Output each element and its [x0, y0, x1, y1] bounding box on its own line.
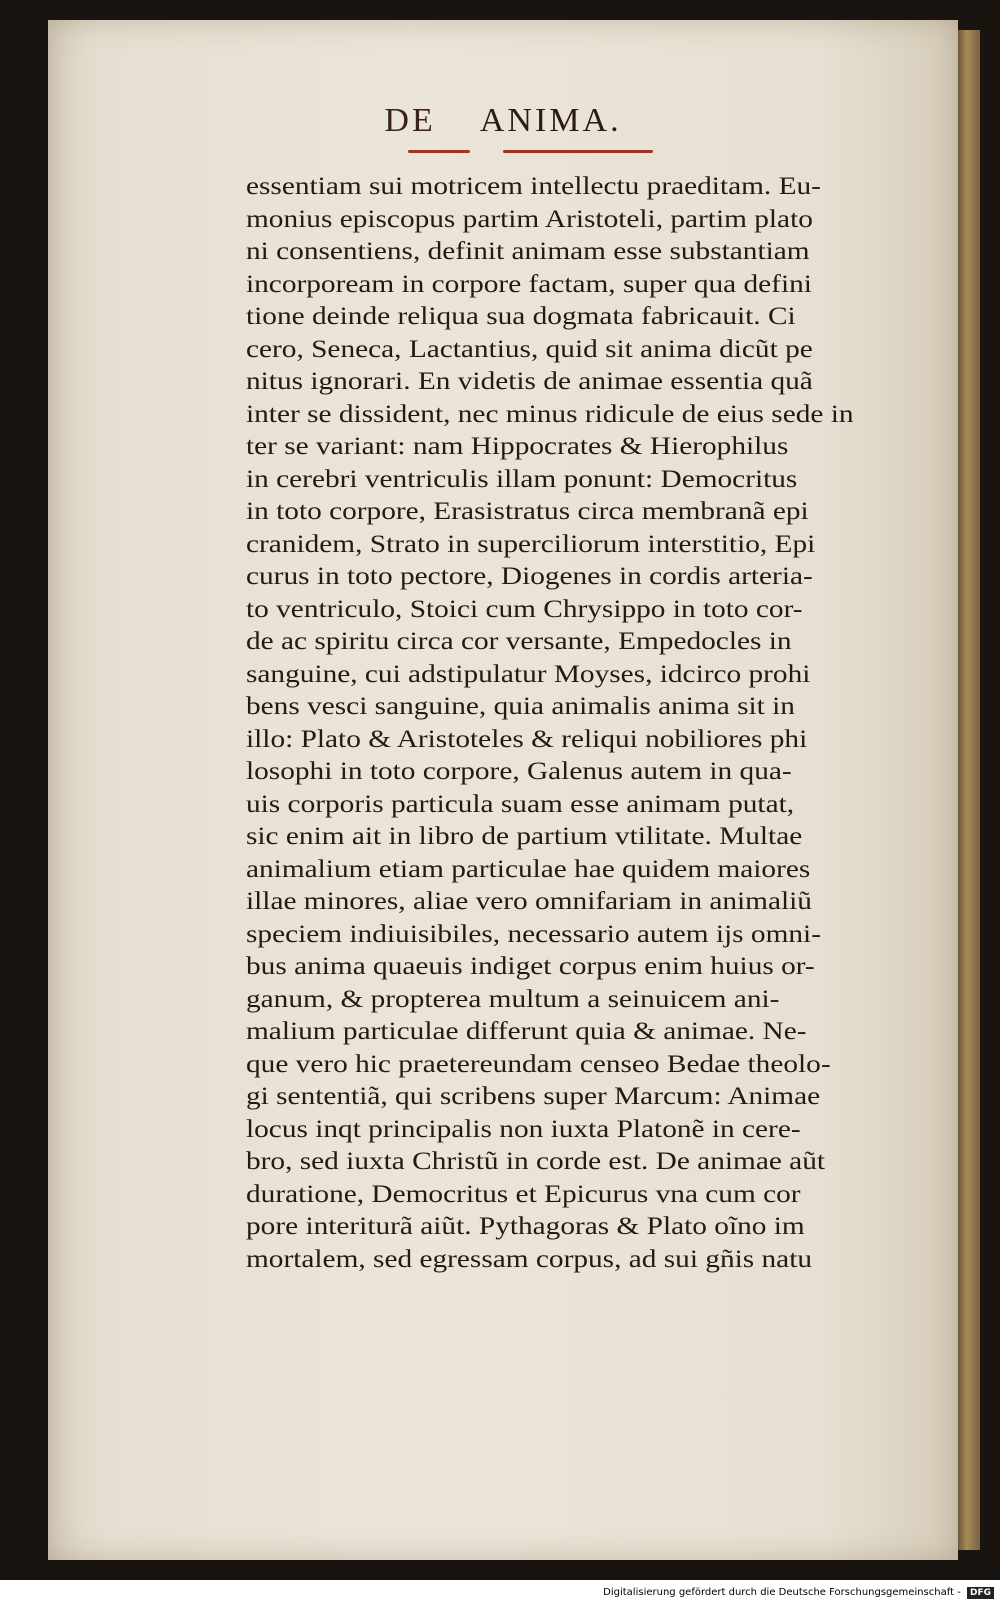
text-line: losophi in toto corpore, Galenus autem in qua-: [246, 756, 792, 785]
text-line: ganum, & propterea multum a seinuicem ani-: [246, 983, 780, 1013]
text-line: sanguine, cui adstipulatur Moyses, idcirco prohi: [246, 658, 811, 688]
text-line: speciem indiuisibiles, necessario autem ijs omni-: [246, 918, 821, 948]
text-line: bens vesci sanguine, quia animalis anima sit in: [246, 691, 795, 720]
text-line: animalium etiam particulae hae quidem maiores: [246, 853, 811, 883]
text-line: cranidem, Strato in superciliorum interstitio, Epi: [246, 528, 816, 558]
text-line: uis corporis particula suam esse animam putat,: [246, 788, 795, 818]
text-line: mortalem, sed egressam corpus, ad sui gñis natu: [246, 1243, 813, 1273]
text-line: ni consentiens, definit animam esse substantiam: [246, 236, 810, 265]
text-line: de ac spiritu circa cor versante, Empedocles in: [246, 626, 792, 655]
rubric-underline: [503, 150, 653, 153]
text-line: in toto corpore, Erasistratus circa membranã epi: [246, 496, 809, 525]
book-page: [48, 20, 958, 1560]
text-line: to ventriculo, Stoici cum Chrysippo in toto cor-: [246, 593, 803, 623]
page-text: [246, 170, 906, 1275]
text-line: cero, Seneca, Lactantius, quid sit anima dicũt pe: [246, 333, 813, 363]
text-line: gi sententiã, qui scribens super Marcum: Animae: [246, 1081, 821, 1110]
text-line: ter se variant: nam Hippocrates & Hierophilus: [246, 431, 789, 460]
digitization-credit: [0, 1587, 1000, 1599]
rubric-underline: [408, 150, 470, 153]
text-line: curus in toto pectore, Diogenes in cordis arteria-: [246, 561, 813, 590]
text-line: monius episcopus partim Aristoteli, partim plato: [246, 203, 813, 233]
text-line: duratione, Democritus et Epicurus vna cum cor: [246, 1178, 801, 1208]
credit-text: Digitalisierung gefördert durch die Deutsche Forschungsgemeinschaft -: [603, 1587, 961, 1598]
text-line: inter se dissident, nec minus ridicule de eius sede in: [246, 398, 854, 428]
text-line: in cerebri ventriculis illam ponunt: Democritus: [246, 463, 798, 493]
text-line: sic enim ait in libro de partium vtilitate. Multae: [246, 821, 803, 850]
text-line: nitus ignorari. En videtis de animae essentia quã: [246, 366, 813, 395]
text-line: locus inqt principalis non iuxta Platonẽ in cere-: [246, 1113, 801, 1143]
text-line: illae minores, aliae vero omnifariam in animaliũ: [246, 886, 812, 915]
text-line: bro, sed iuxta Christũ in corde est. De animae aũt: [246, 1146, 826, 1175]
running-head-de: DE: [384, 102, 436, 139]
text-line: que vero hic praetereundam censeo Bedae theolo-: [246, 1048, 831, 1078]
running-head-anima: ANIMA.: [479, 102, 622, 139]
text-line: illo: Plato & Aristoteles & reliqui nobiliores phi: [246, 723, 808, 753]
dfg-logo: DFG: [967, 1587, 994, 1599]
text-line: malium particulae differunt quia & animae. Ne-: [246, 1016, 807, 1045]
text-line: bus anima quaeuis indiget corpus enim huius or-: [246, 951, 815, 980]
running-head: [48, 102, 958, 140]
text-line: essentiam sui motricem intellectu praeditam. Eu-: [246, 171, 821, 200]
text-line: incorpoream in corpore factam, super qua defini: [246, 268, 812, 298]
text-line: tione deinde reliqua sua dogmata fabricauit. Ci: [246, 301, 796, 330]
text-line: pore interiturã aiũt. Pythagoras & Plato oĩno im: [246, 1211, 805, 1240]
